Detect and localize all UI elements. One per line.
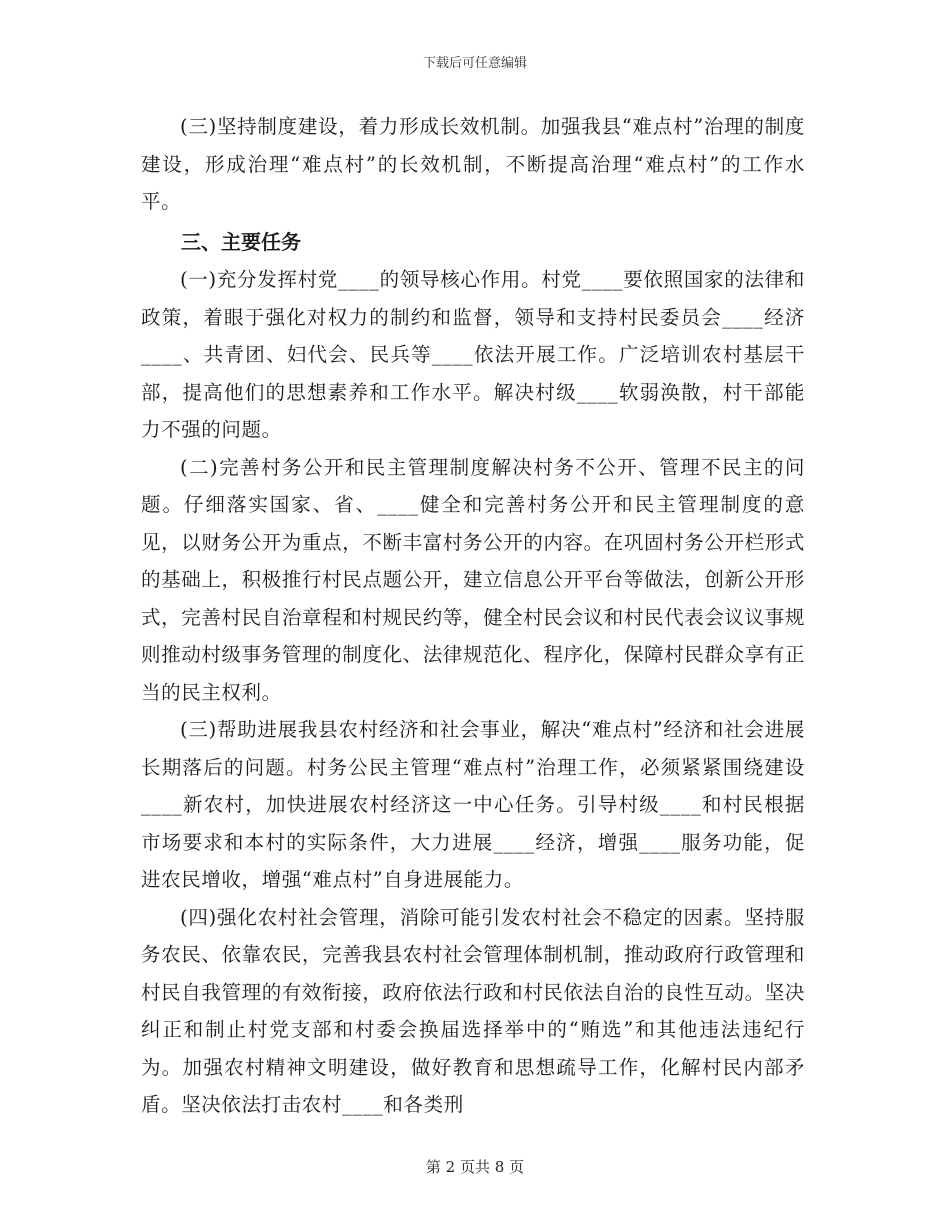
paragraph-4: (三)帮助进展我县农村经济和社会事业，解决“难点村”经济和社会进展长期落后的问题。村务公民主管理“难点村”治理工作，必须紧紧围绕建设____新农村，加快进展农村经济这一中心任务。引导村级____和村民根据市场要求和本村的实际条件，大力进展____经济，增强____服务功能，促进农民增收，增强“难点村”自身进展能力。 [141, 718, 805, 891]
paragraph-2: (一)充分发挥村党____的领导核心作用。村党____要依照国家的法律和政策，着眼于强化对权力的制约和监督，领导和支持村民委员会____经济____、共青团、妇代会、民兵等____依法开展工作。广泛培训农村基层干部，提高他们的思想素养和工作水平。解决村级____软弱涣散，村干部能力不强的问题。 [141, 268, 805, 441]
paragraph-3: (二)完善村务公开和民主管理制度解决村务不公开、管理不民主的问题。仔细落实国家、省、____健全和完善村务公开和民主管理制度的意见，以财务公开为重点，不断丰富村务公开的内容。在巩固村务公开栏形式的基础上，积极推行村民点题公开，建立信息公开平台等做法，创新公开形式，完善村民自治章程和村规民约等，健全村民会议和村民代表会议议事规则推动村级事务管理的制度化、法律规范化、程序化，保障村民群众享有正当的民主权利。 [141, 455, 805, 704]
paragraph-5: (四)强化农村社会管理，消除可能引发农村社会不稳定的因素。坚持服务农民、依靠农民，完善我县农村社会管理体制机制，推动政府行政管理和村民自我管理的有效衔接，政府依法行政和村民依法自治的良性互动。坚决纠正和制止村党支部和村委会换届选择举中的“贿选”和其他违法违纪行为。加强农村精神文明建设，做好教育和思想疏导工作，化解村民内部矛盾。坚决依法打击农村____和各类刑 [141, 905, 805, 1116]
paragraph-1: (三)坚持制度建设，着力形成长效机制。加强我县“难点村”治理的制度建设，形成治理“难点村”的长效机制，不断提高治理“难点村”的工作水平。 [141, 115, 805, 213]
page-number: 第 2 页共 8 页 [425, 1158, 525, 1176]
page-header: 下载后可任意编辑 [422, 56, 527, 71]
section-heading: 三、主要任务 [181, 229, 301, 254]
document-body [141, 108, 805, 1124]
